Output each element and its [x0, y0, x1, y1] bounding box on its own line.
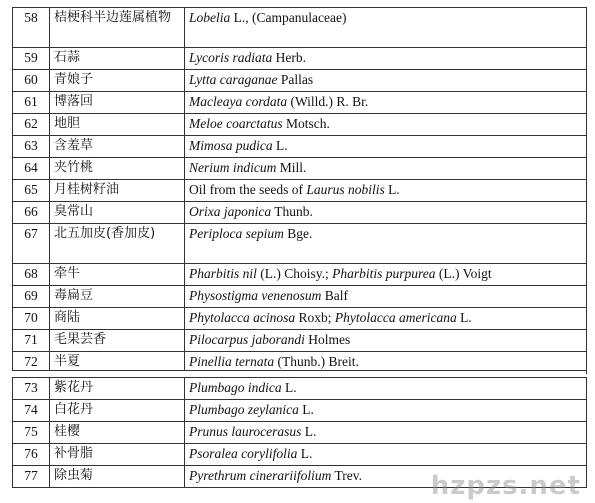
latin-name: [185, 92, 587, 114]
latin-name-italic: Plumbago zeylanica: [189, 402, 299, 417]
latin-name-italic: Macleaya cordata: [189, 94, 288, 109]
latin-name-text: Trev.: [331, 468, 362, 483]
latin-name-text: Roxb;: [295, 310, 335, 325]
row-number: 65: [13, 180, 50, 202]
table-row: [13, 224, 587, 264]
table-row: [13, 330, 587, 352]
table-row: [13, 70, 587, 92]
chinese-name: 含羞草: [50, 136, 185, 158]
latin-name: [185, 136, 587, 158]
latin-name: [185, 264, 587, 286]
latin-name-italic: Lobelia: [189, 10, 231, 25]
row-number: 64: [13, 158, 50, 180]
latin-name-italic: Pilocarpus jaborandi: [189, 332, 305, 347]
chinese-name: 补骨脂: [50, 444, 185, 466]
row-number: 61: [13, 92, 50, 114]
row-number: 77: [13, 466, 50, 488]
latin-name-text: (Thunb.) Breit.: [274, 354, 359, 369]
chinese-name: 白花丹: [50, 400, 185, 422]
chinese-name: 地胆: [50, 114, 185, 136]
site-watermark: hzpzs.net: [430, 471, 581, 501]
latin-name-italic: Psoralea corylifolia: [189, 446, 298, 461]
species-table-top: [12, 7, 587, 374]
latin-name-text: Thunb.: [271, 204, 313, 219]
latin-name: [185, 158, 587, 180]
table-row: [13, 8, 587, 48]
latin-name-text: Oil from the seeds of: [189, 182, 307, 197]
latin-name-italic: Phytolacca acinosa: [189, 310, 296, 325]
table-body-top: [13, 8, 587, 374]
latin-name: [185, 48, 587, 70]
latin-name-text: Mill.: [276, 160, 307, 175]
latin-name: [185, 224, 587, 264]
latin-name-italic: Pharbitis purpurea: [332, 266, 436, 281]
latin-name-italic: Periploca sepium: [189, 226, 284, 241]
latin-name-text: L.: [301, 424, 317, 439]
row-number: 58: [13, 8, 50, 48]
table-row: [13, 158, 587, 180]
row-number: 76: [13, 444, 50, 466]
chinese-name: 青娘子: [50, 70, 185, 92]
chinese-name: 毒扁豆: [50, 286, 185, 308]
latin-name-text: Bge.: [283, 226, 313, 241]
latin-name-italic: Pyrethrum cinerariifolium: [189, 468, 332, 483]
latin-name-italic: Meloe coarctatus: [189, 116, 283, 131]
table-row: [13, 444, 587, 466]
latin-name-text: Herb.: [272, 50, 306, 65]
latin-name-text: Pallas: [277, 72, 314, 87]
table-row: [13, 48, 587, 70]
chinese-name: 除虫菊: [50, 466, 185, 488]
row-number: 62: [13, 114, 50, 136]
latin-name-italic: Nerium indicum: [189, 160, 277, 175]
latin-name: [185, 114, 587, 136]
latin-name-text: (Willd.) R. Br.: [287, 94, 369, 109]
chinese-name: 牵牛: [50, 264, 185, 286]
latin-name: [185, 444, 587, 466]
latin-name-text: L.: [272, 138, 288, 153]
row-number: 69: [13, 286, 50, 308]
latin-name-text: Motsch.: [282, 116, 330, 131]
latin-name: [185, 202, 587, 224]
chinese-name: 桂樱: [50, 422, 185, 444]
latin-name: [185, 330, 587, 352]
latin-name-text: L.: [456, 310, 472, 325]
row-number: 67: [13, 224, 50, 264]
table-row: [13, 202, 587, 224]
table-row: [13, 264, 587, 286]
latin-name: [185, 70, 587, 92]
latin-name-text: L.: [281, 380, 297, 395]
row-number: 73: [13, 378, 50, 400]
chinese-name: 臭常山: [50, 202, 185, 224]
row-number: 71: [13, 330, 50, 352]
row-number: 68: [13, 264, 50, 286]
chinese-name: 半夏: [50, 352, 185, 374]
latin-name-text: (L.) Choisy.;: [256, 266, 333, 281]
chinese-name: 商陆: [50, 308, 185, 330]
latin-name-italic: Lycoris radiata: [189, 50, 273, 65]
table-row: [13, 136, 587, 158]
table-row: [13, 378, 587, 400]
row-number: 66: [13, 202, 50, 224]
latin-name-italic: Physostigma venenosum: [189, 288, 322, 303]
latin-name-italic: Plumbago indica: [189, 380, 282, 395]
latin-name: [185, 308, 587, 330]
latin-name: [185, 422, 587, 444]
chinese-name: 毛果芸香: [50, 330, 185, 352]
latin-name-text: L., (Campanulaceae): [230, 10, 347, 25]
table-row: [13, 286, 587, 308]
chinese-name: 月桂树籽油: [50, 180, 185, 202]
latin-name-text: Balf: [321, 288, 348, 303]
row-number: 74: [13, 400, 50, 422]
latin-name-italic: Lytta caraganae: [189, 72, 278, 87]
latin-name-italic: Laurus nobilis: [306, 182, 385, 197]
latin-name: [185, 286, 587, 308]
table-row: [13, 422, 587, 444]
chinese-name: 北五加皮(香加皮): [50, 224, 185, 264]
latin-name: [185, 378, 587, 400]
row-number: 72: [13, 352, 50, 374]
row-number: 70: [13, 308, 50, 330]
latin-name-text: (L.) Voigt: [435, 266, 492, 281]
latin-name: [185, 400, 587, 422]
table-row: [13, 180, 587, 202]
row-number: 63: [13, 136, 50, 158]
table-row: [13, 308, 587, 330]
row-number: 75: [13, 422, 50, 444]
latin-name-italic: Orixa japonica: [189, 204, 272, 219]
table-row: [13, 114, 587, 136]
row-number: 60: [13, 70, 50, 92]
latin-name-italic: Pinellia ternata: [189, 354, 275, 369]
chinese-name: 石蒜: [50, 48, 185, 70]
chinese-name: 夹竹桃: [50, 158, 185, 180]
latin-name-italic: Pharbitis nil: [189, 266, 257, 281]
latin-name-text: Holmes: [304, 332, 351, 347]
table-row: [13, 400, 587, 422]
chinese-name: 博落回: [50, 92, 185, 114]
row-number: 59: [13, 48, 50, 70]
latin-name-italic: Phytolacca americana: [334, 310, 457, 325]
table-row: [13, 92, 587, 114]
chinese-name: 紫花丹: [50, 378, 185, 400]
latin-name-text: L.: [297, 446, 313, 461]
chinese-name: 桔梗科半边莲属植物: [50, 8, 185, 48]
latin-name-italic: Prunus laurocerasus: [189, 424, 302, 439]
latin-name-text: L.: [384, 182, 400, 197]
latin-name: [185, 8, 587, 48]
latin-name-text: L.: [298, 402, 314, 417]
latin-name-italic: Mimosa pudica: [189, 138, 273, 153]
latin-name: [185, 180, 587, 202]
page-break-gap: [12, 370, 586, 377]
